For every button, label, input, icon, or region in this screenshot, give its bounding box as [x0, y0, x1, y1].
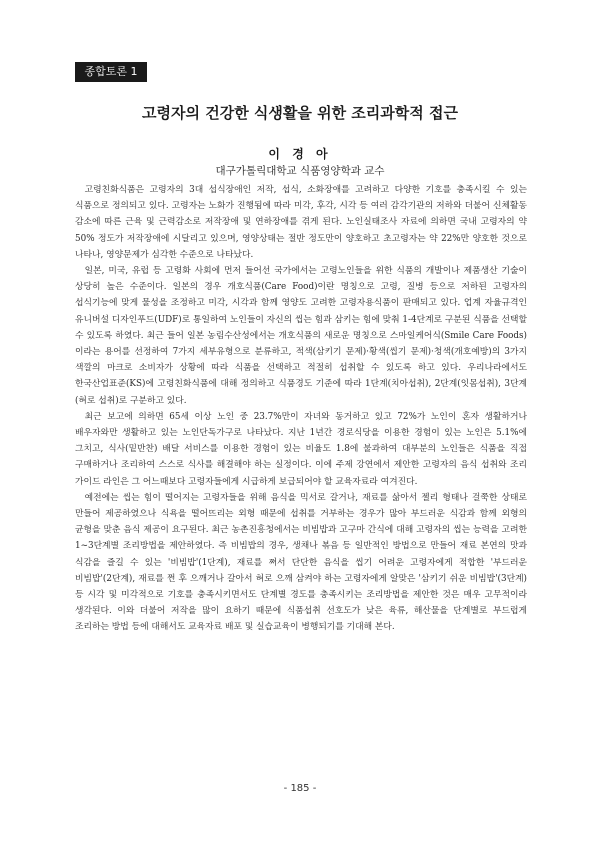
body-paragraph: 고령친화식품은 고령자의 3대 섭식장애인 저작, 섭식, 소화장애를 고려하고 다양한 기호를 충족시킬 수 있는 식품으로 정의되고 있다. 고령자는 노화가 진행됨에 따라 미각, 후각, 시각 등 여러 감각기관의 저하와 더불어 신체활동 감소에 따른 근육 및 근력감소로 저작장애 및 연하장애를 겪게 된다. 노인실태조사 자료에 의하면 국내 고령자의 약 50% 정도가 저작장애에 시달리고 있으며, 영양상태는 절반 정도만이 양호하고 초고령자는 약 22%만 양호한 것으로 나타나, 영양문제가 심각한 수준으로 나타났다. [75, 185, 527, 260]
page-number: - 185 - [283, 783, 317, 794]
author-name: 이 경 아 [268, 147, 332, 161]
section-badge: 종합토론 1 [75, 62, 147, 82]
body-paragraph: 일본, 미국, 유럽 등 고령화 사회에 먼저 들어선 국가에서는 고령노인들을 위한 식품의 개발이나 제품생산 기술이 상당히 높은 수준이다. 일본의 경우 개호식품(Care Food)이란 명칭으로 고령, 질병 등으로 저하된 고령자의 섭식기능에 맞게 물성을 조정하고 미각, 시각과 함께 영양도 고려한 고령자용식품이 판매되고 있다. 업계 자율규격인 유니버설 디자인푸드(UDF)로 통일하여 노인들이 자신의 씹는 힘과 삼키는 힘에 맞춰 1-4단계로 구분된 식품을 선택할 수 있도록 하였다. 최근 들어 일본 농림수산성에서는 개호식품의 새로운 명칭으로 스마일케어식(Smile Care Foods)이라는 용어를 선정하여 7가지 세부유형으로 분류하고, 적색(삼키기 문제)·황색(씹기 문제)·청색(개호예방)의 3가지 색깔의 마크로 소비자가 상황에 따라 식품을 선택하고 적절히 섭취할 수 있도록 하고 있다. 우리나라에서도 한국산업표준(KS)에 고령친화식품에 대해 정의하고 식품경도 기준에 따라 1단계(치아섭취), 2단계(잇몸섭취), 3단계(혀로 섭취)로 구분하고 있다. [75, 266, 527, 406]
body-paragraph: 최근 보고에 의하면 65세 이상 노인 중 23.7%만이 자녀와 동거하고 있고 72%가 노인이 혼자 생활하거나 배우자와만 생활하고 있는 노인단독가구로 나타났다. 지난 1년간 경로식당을 이용한 경험이 있는 노인은 5.1%에 그치고, 식사(밑반찬) 배달 서비스를 이용한 경험이 있는 비율도 1.8에 불과하여 대부분의 노인들은 식품을 직접 구매하거나 조리하여 스스로 식사를 해결해야 하는 실정이다. 이에 주제 강연에서 제안한 고령자의 음식 섭취와 조리 가이드 라인은 그 어느때보다 고령자들에게 시급하게 보급되어야 할 교육자료라 여겨진다. [75, 411, 527, 487]
body-paragraph: 예전에는 씹는 힘이 떨어지는 고령자들을 위해 음식을 믹서로 갈거나, 재료를 삶아서 젤리 형태나 걸쭉한 상태로 만들어 제공하였으나 식욕을 떨어뜨리는 외형 때문에 섭취를 거부하는 경우가 많아 부드러운 식감과 함께 외형의 균형을 맞춘 음식 제공이 요구된다. 최근 농촌진흥청에서는 비빔밥과 고구마 간식에 대해 고령자의 씹는 능력을 고려한 1~3단계별 조리방법을 제안하였다. 즉 비빔밥의 경우, 생채나 볶음 등 일반적인 방법으로 만들어 재료 본연의 맛과 식감을 즐길 수 있는 '비빔밥'(1단계), 재료를 쪄서 단단한 음식을 씹기 어려운 고령자에게 적합한 '부드러운 비빔밥'(2단계), 재료를 쩐 후 으깨거나 갈아서 혀로 으깨 삼켜야 하는 고령자에게 알맞은 '삼키기 쉬운 비빔밥'(3단계) 등 시각 및 미각적으로 기호를 충족시키면서도 단계별 경도를 충족시키는 조리방법을 제안한 것은 매우 고무적이라 생각된다. 이와 더불어 저작을 많이 요하기 때문에 식품섭취 선호도가 낮은 육류, 해산물을 단계별로 부드럽게 조리하는 방법 등에 대해서도 교육자료 배포 및 실습교육이 병행되기를 기대해 본다. [75, 492, 527, 633]
article-title: 고령자의 건강한 식생활을 위한 조리과학적 접근 [142, 104, 458, 122]
author-affiliation: 대구가톨릭대학교 식품영양학과 교수 [215, 165, 385, 177]
article-body [75, 182, 527, 636]
